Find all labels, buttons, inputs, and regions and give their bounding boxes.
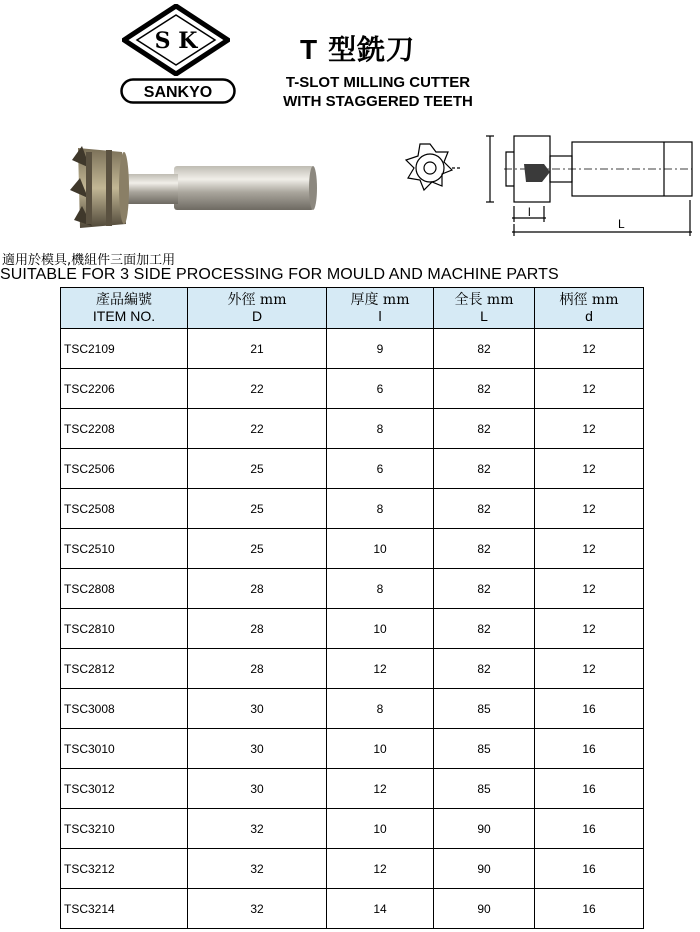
subtitle-line-2: WITH STAGGERED TEETH xyxy=(283,93,473,110)
usage-chinese: 適用於模具,機組件三面加工用 xyxy=(2,253,176,268)
cell-item-no: TSC3010 xyxy=(61,729,188,769)
cell-item-no: TSC2508 xyxy=(61,489,188,529)
cell-shank: 12 xyxy=(535,369,644,409)
cell-diameter: 32 xyxy=(188,809,327,849)
cell-diameter: 22 xyxy=(188,409,327,449)
cell-item-no: TSC2808 xyxy=(61,569,188,609)
cell-thickness: 12 xyxy=(327,769,434,809)
sankyo-logo xyxy=(120,78,236,104)
cell-thickness: 6 xyxy=(327,449,434,489)
title-latin: T xyxy=(300,34,319,65)
cell-thickness: 14 xyxy=(327,889,434,929)
logo-mark-text: S K xyxy=(154,28,198,54)
table-row xyxy=(61,409,644,449)
cell-item-no: TSC3214 xyxy=(61,889,188,929)
header-item-no: 產品編號 ITEM NO. xyxy=(61,288,188,329)
cell-item-no: TSC3012 xyxy=(61,769,188,809)
table-row xyxy=(61,729,644,769)
cell-diameter: 21 xyxy=(188,329,327,369)
cell-diameter: 30 xyxy=(188,729,327,769)
cell-length: 82 xyxy=(434,409,535,449)
header-length: 全長 mm L xyxy=(434,288,535,329)
tool-photo xyxy=(62,138,320,234)
cell-length: 85 xyxy=(434,769,535,809)
header-diameter: 外徑 mm D xyxy=(188,288,327,329)
table-row xyxy=(61,329,644,369)
cell-diameter: 28 xyxy=(188,649,327,689)
cell-item-no: TSC3008 xyxy=(61,689,188,729)
table-row xyxy=(61,649,644,689)
cell-length: 82 xyxy=(434,369,535,409)
cell-thickness: 8 xyxy=(327,569,434,609)
cell-diameter: 22 xyxy=(188,369,327,409)
subtitle-line-1: T-SLOT MILLING CUTTER xyxy=(285,74,471,91)
table-row xyxy=(61,809,644,849)
cell-length: 82 xyxy=(434,609,535,649)
cell-length: 90 xyxy=(434,889,535,929)
cell-shank: 16 xyxy=(535,729,644,769)
cell-item-no: TSC2810 xyxy=(61,609,188,649)
sk-logo-diamond xyxy=(122,4,230,76)
cell-length: 82 xyxy=(434,449,535,489)
cell-diameter: 25 xyxy=(188,529,327,569)
cell-diameter: 28 xyxy=(188,569,327,609)
cell-shank: 16 xyxy=(535,689,644,729)
technical-drawing xyxy=(394,122,694,242)
cell-shank: 12 xyxy=(535,329,644,369)
cell-item-no: TSC2208 xyxy=(61,409,188,449)
table-row xyxy=(61,529,644,569)
cell-item-no: TSC2506 xyxy=(61,449,188,489)
cell-thickness: 8 xyxy=(327,489,434,529)
dim-label-l: l xyxy=(528,205,531,219)
cell-length: 85 xyxy=(434,689,535,729)
cell-item-no: TSC3210 xyxy=(61,809,188,849)
cell-shank: 12 xyxy=(535,449,644,489)
cell-thickness: 9 xyxy=(327,329,434,369)
cell-item-no: TSC2812 xyxy=(61,649,188,689)
cell-shank: 12 xyxy=(535,609,644,649)
cell-diameter: 32 xyxy=(188,849,327,889)
cell-diameter: 25 xyxy=(188,449,327,489)
product-title xyxy=(300,28,415,68)
cell-shank: 16 xyxy=(535,809,644,849)
cell-item-no: TSC2109 xyxy=(61,329,188,369)
cell-length: 82 xyxy=(434,329,535,369)
table-row xyxy=(61,449,644,489)
cell-item-no: TSC3212 xyxy=(61,849,188,889)
cell-shank: 12 xyxy=(535,409,644,449)
title-zh: 型銑刀 xyxy=(328,33,416,66)
cell-thickness: 10 xyxy=(327,529,434,569)
table-row xyxy=(61,569,644,609)
cell-length: 90 xyxy=(434,849,535,889)
table-row xyxy=(61,369,644,409)
cell-item-no: TSC2510 xyxy=(61,529,188,569)
cell-shank: 16 xyxy=(535,769,644,809)
cell-length: 85 xyxy=(434,729,535,769)
cell-thickness: 12 xyxy=(327,649,434,689)
cell-length: 82 xyxy=(434,569,535,609)
cell-thickness: 8 xyxy=(327,689,434,729)
cell-shank: 12 xyxy=(535,529,644,569)
cell-diameter: 32 xyxy=(188,889,327,929)
cell-shank: 16 xyxy=(535,889,644,929)
cell-thickness: 10 xyxy=(327,609,434,649)
cell-shank: 12 xyxy=(535,489,644,529)
cell-diameter: 30 xyxy=(188,689,327,729)
dim-label-L: L xyxy=(618,217,625,231)
table-row xyxy=(61,689,644,729)
cell-length: 82 xyxy=(434,529,535,569)
table-row xyxy=(61,849,644,889)
cell-shank: 12 xyxy=(535,569,644,609)
cell-diameter: 25 xyxy=(188,489,327,529)
table-row xyxy=(61,609,644,649)
cell-diameter: 28 xyxy=(188,609,327,649)
table-row xyxy=(61,889,644,929)
cell-length: 82 xyxy=(434,649,535,689)
cell-item-no: TSC2206 xyxy=(61,369,188,409)
cell-thickness: 12 xyxy=(327,849,434,889)
table-row xyxy=(61,489,644,529)
cell-shank: 16 xyxy=(535,849,644,889)
cell-length: 82 xyxy=(434,489,535,529)
header-thickness: 厚度 mm l xyxy=(327,288,434,329)
cell-thickness: 10 xyxy=(327,729,434,769)
cell-thickness: 6 xyxy=(327,369,434,409)
table-row xyxy=(61,769,644,809)
usage-english: SUITABLE FOR 3 SIDE PROCESSING FOR MOULD AND MACHINE PARTS xyxy=(0,266,559,283)
cell-diameter: 30 xyxy=(188,769,327,809)
logo-name-text: SANKYO xyxy=(143,84,213,101)
cell-thickness: 8 xyxy=(327,409,434,449)
table-header-row xyxy=(61,288,644,329)
cell-shank: 12 xyxy=(535,649,644,689)
header-shank: 柄徑 mm d xyxy=(535,288,644,329)
cell-thickness: 10 xyxy=(327,809,434,849)
cell-length: 90 xyxy=(434,809,535,849)
spec-table xyxy=(60,287,644,929)
